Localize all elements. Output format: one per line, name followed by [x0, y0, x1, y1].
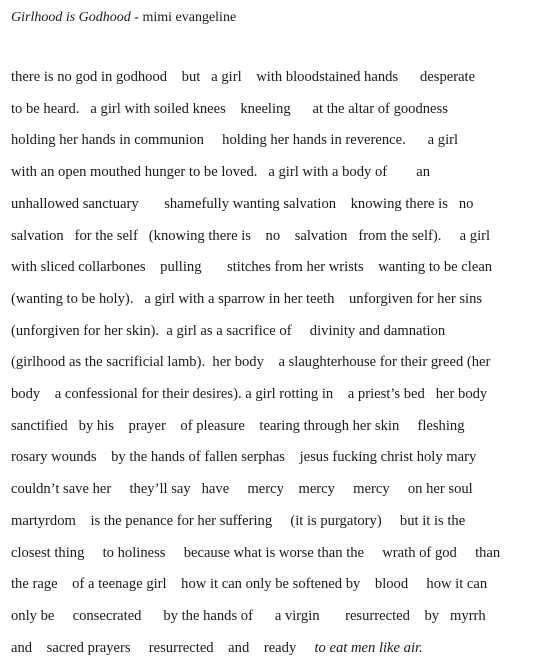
poem-line: to be heard. a girl with soiled knees kneeling at the altar of goodness [11, 100, 448, 117]
poem-line: with an open mouthed hunger to be loved. a girl with a body of an [11, 164, 431, 181]
poem-line: body a confessional for their desires). a girl rotting in a priest’s bed her body [11, 386, 488, 403]
title-separator: - [130, 10, 143, 25]
poem-line: closest thing to holiness because what is worse than the wrath of god than [11, 544, 501, 561]
poem-header [11, 9, 236, 27]
poem-line: (unforgiven for her skin). a girl as a sacrifice of divinity and damnation [11, 322, 446, 339]
poem-line: rosary wounds by the hands of fallen serphas jesus fucking christ holy mary [11, 449, 477, 466]
last-line-italic-text: to eat men like air. [314, 639, 423, 656]
poem-line: (wanting to be holy). a girl with a sparrow in her teeth unforgiven for her sins [11, 290, 483, 307]
poem-line: there is no god in godhood but a girl with bloodstained hands desperate [11, 69, 476, 85]
poem-line: martyrdom is the penance for her suffering (it is purgatory) but it is the [11, 512, 466, 529]
poem-body [11, 62, 536, 664]
poem-author: mimi evangeline [142, 10, 237, 25]
poem-line: sanctified by his prayer of pleasure tearing through her skin fleshing [11, 417, 465, 434]
poem-title: Girlhood is Godhood [11, 10, 131, 25]
poem-last-line [11, 633, 536, 664]
poem-line: unhallowed sanctuary shamefully wanting salvation knowing there is no [11, 195, 474, 212]
poem-line: only be consecrated by the hands of a virgin resurrected by myrrh [11, 607, 486, 624]
poem-line: with sliced collarbones pulling stitches from her wrists wanting to be clean [11, 259, 493, 276]
poem-line: couldn’t save her they’ll say have mercy mercy mercy on her soul [11, 481, 473, 498]
last-line-text: and sacred prayers resurrected and ready [11, 639, 315, 656]
poem-line: the rage of a teenage girl how it can only be softened by blood how it can [11, 576, 488, 593]
poem-line: salvation for the self (knowing there is no salvation from the self). a girl [11, 227, 491, 244]
poem-line: (girlhood as the sacrificial lamb). her body a slaughterhouse for their greed (her [11, 354, 491, 371]
poem-line: holding her hands in communion holding her hands in reverence. a girl [11, 132, 459, 149]
